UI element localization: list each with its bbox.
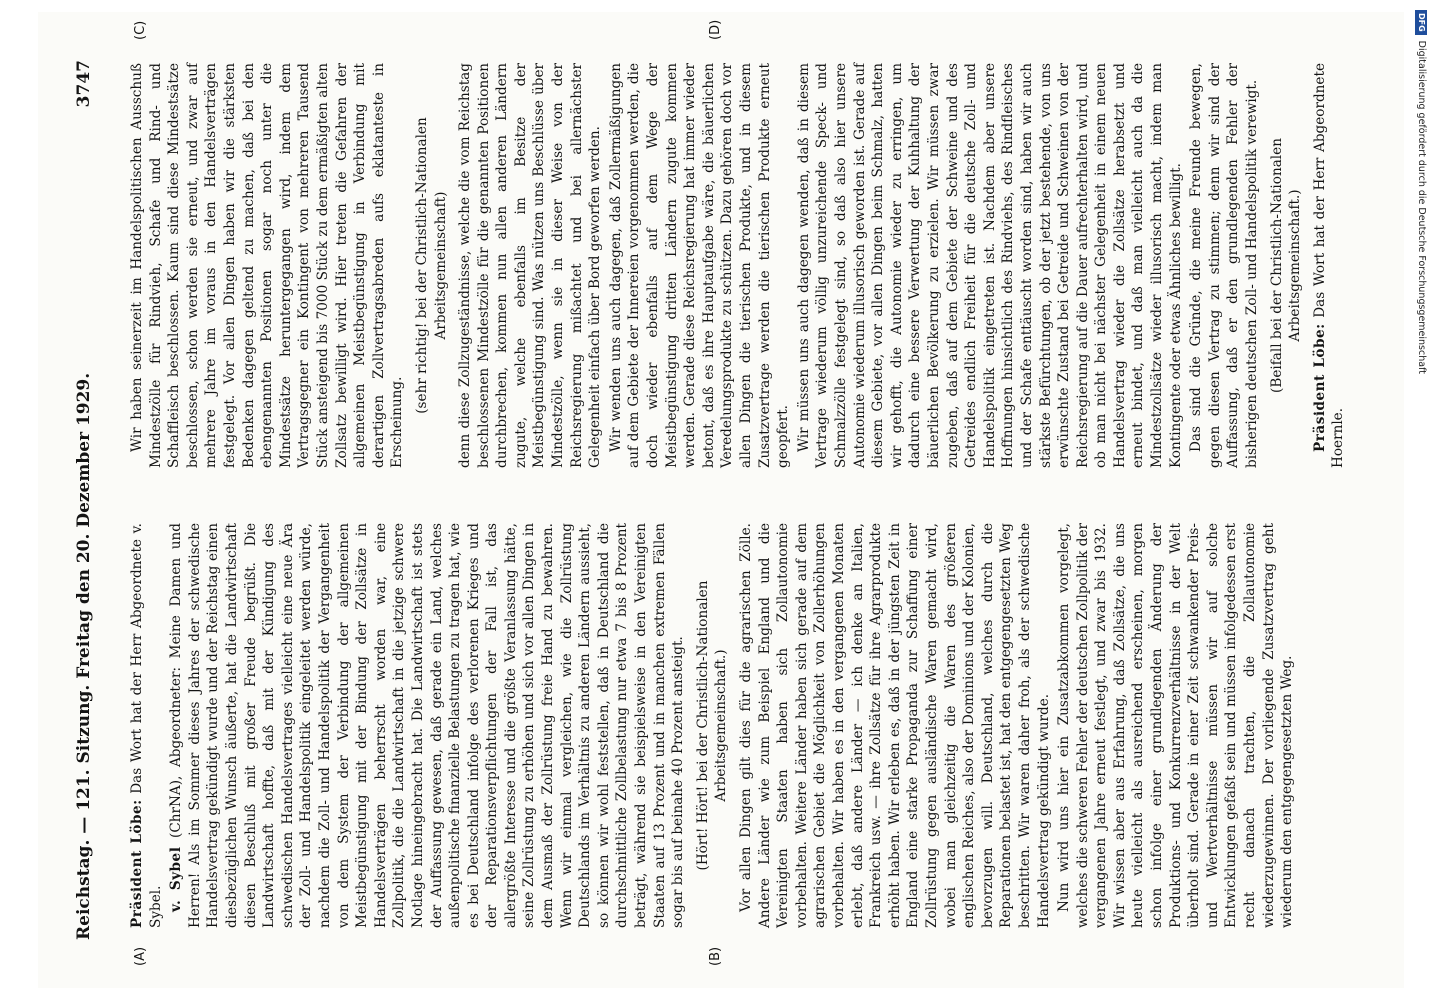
paragraph-text: Wir müssen uns auch dagegen wenden, daß in diesem Vertrage wiederum völlig unzureichende Speck- und Schmalzzölle festgelegt sind, so daß also hier unsere Autonomie wiederum illusorisch geworden ist. Gerade auf diesem Gebiete, vor allen Dingen beim Schmalz, hatten wir gehofft, die Autonomie wieder zu erringen, um dadurch eine bessere Verwertung der Kuhhaltung der bäuerlichen Bevölkerung zu erzielen. Wir müssen zwar zugeben, daß auf dem Gebiete der Schweine und des Getreides endlich Freiheit für die deutsche Zoll- und Handelspolitik eingetreten ist. Nachdem aber unsere Hoffnungen hinsichtlich des Rindviehs, des Rindfleisches und der Schafe enttäuscht worden sind, haben wir auch stärkste Befürchtungen, ob der jetzt bestehende, von uns erwünschte Zustand bei Getreide und Schweinen von der Reichsregierung auf die Dauer aufrechterhalten wird, und ob man nicht bei nächster Gelegenheit in einem neuen Handelsvertrag wieder die Zollsätze herabsetzt und erneut bindet, und daß man vielleicht auch da die Mindestzollsätze wieder illusorisch macht, indem man Kontingente oder etwas Ähnliches bewilligt. <box>795 63 1184 468</box>
paragraph-text: Wir haben seinerzeit im Handelspolitischen Ausschuß Mindestzölle für Rindvieh, Schafe und Rind- und Schaffleisch beschlossen. Kaum sind diese Mindestsätze beschlossen, schon werden sie erneut, und zwar auf mehrere Jahre im voraus in den Handelsverträgen festgelegt. Vor allen Dingen haben wir die stärksten Bedenken dagegen geltend zu machen, daß bei den ebengenannten Positionen sogar noch unter die Mindestsätze heruntergegangen wird, indem dem Vertragsgegner ein Kontingent von mehreren Tausend Stück ansteigend bis 7000 Stück zu dem ermäßigten alten Zollsatz bewilligt wird. Hier treten die Gefahren der allgemeinen Meistbegünstigung in Verbindung mit derartigen Zollvertragsabreden aufs eklatanteste in Erscheinung. <box>129 63 406 468</box>
page-header <box>74 60 102 940</box>
paragraph-text: Nun wird uns hier ein Zusatzabkommen vorgelegt, welches die schweren Fehler der deutschen Zollpolitik der vergangenen Jahre erneut festlegt, und zwar bis 1932. Wir wissen aber aus Erfahrung, daß Zollsätze, die uns heute vielleicht als ausreichend erscheinen, morgen schon infolge einer grundlegenden Änderung der Produktions- und Konkurrenzverhältnisse in der Welt überholt sind. Gerade in einer Zeit schwankender Preis- und Wertverhältnisse müssen wir auf solche Entwicklungen gefaßt sein und müssen infolgedessen erst recht danach trachten, die Zollautonomie wiederzugewinnen. Der vorliegende Zusatzvertrag geht wiederum den entgegengesetzten Weg. <box>1056 522 1296 928</box>
speaker-name: v. Sybel <box>168 846 185 912</box>
speaker-name: Präsident Löbe: <box>129 799 145 928</box>
paragraph-text: Das Wort hat der Herr Abgeordnete Hoernle. <box>1311 63 1347 468</box>
page-content-rotated <box>38 12 1404 988</box>
paragraph <box>1311 63 1348 468</box>
paragraph <box>1268 63 1305 468</box>
header-title: Reichstag. — 121. Sitzung. Freitag den 20. Dezember 1929. <box>74 372 94 940</box>
paragraph-text: Wir wenden uns auch dagegen, daß Zollermäßigungen auf dem Gebiete der Innereien vorgenommen werden, die doch wieder ebenfalls auf dem Wege der Meistbegünstigung dritten Ländern zugute kommen werden. Gerade diese Reichsregierung hat immer wieder betont, daß es ihre Hauptaufgabe wäre, die bäuerlichen Veredelungsprodukte zu schützen. Dazu gehören doch vor allen Dingen die tierischen Produkte, und in diesem Zusatzvertrage werden die tierischen Produkte erneut geopfert. <box>607 63 792 468</box>
paragraph-text: (ChrNA), Abgeordneter: Meine Damen und Herren! Als im Sommer dieses Jahres der schwedische Handelsvertrag gekündigt wurde und der Reichstag einen diesbezüglichen Wunsch äußerte, hat die Landwirtschaft diesen Beschluß mit großer Freude begrüßt. Die Landwirtschaft hoffte, daß mit der Kündigung des schwedischen Handelsvertrages vielleicht eine neue Ära der Zoll- und Handelspolitik eingeleitet werden würde, nachdem die Zoll- und Handelspolitik der Vergangenheit von dem System der Verbindung der allgemeinen Meistbegünstigung mit der Bindung der Zollsätze in Handelsverträgen beherrscht worden war, eine Zollpolitik, die die Landwirtschaft in die jetzige schwere Notlage hineingebracht hat. Die Landwirtschaft ist stets der Auffassung gewesen, daß gerade ein Land, welches außenpolitische finanzielle Belastungen zu tragen hat, wie es bei Deutschland infolge des verlorenen Krieges und der Reparationsverpflichtungen der Fall ist, das allergrößte Interesse und die größte Veranlassung hätte, seine Zollrüstung zu erhöhen und sich vor allen Dingen in dem Ausmaß der Zollrüstung freie Hand zu bewahren. Wenn wir einmal vergleichen, wie die Zollrüstung Deutschlands im Verhältnis zu anderen Ländern aussieht, so können wir wohl feststellen, daß in Deutschland die durchschnittliche Zollbelastung nur etwa 7 bis 8 Prozent beträgt, während sie beispielsweise in den Vereinigten Staaten auf 13 Prozent und in manchen extremen Fällen sogar bis auf beinahe 40 Prozent ansteigt. <box>168 522 687 928</box>
dfg-logo: DFG <box>1415 10 1427 35</box>
scanned-page <box>38 12 1404 988</box>
paragraph <box>128 63 407 468</box>
paragraph <box>607 63 793 468</box>
dfg-sidebar <box>1410 10 1432 990</box>
speaker-name: Präsident Löbe: <box>1311 323 1328 452</box>
paragraph <box>1055 523 1297 928</box>
paragraph <box>167 523 688 928</box>
paragraph-text: (Beifall bei der Christlich-Nationalen Arbeitsgemeinschaft.) <box>1268 138 1304 393</box>
paragraph-text: Vor allen Dingen gilt dies für die agrarischen Zölle. Andere Länder wie zum Beispiel England und die Vereinigten Staaten haben sich Zollautonomie vorbehalten. Weitere Länder haben sich gerade auf dem agrarischen Gebiet die Möglichkeit von Zollerhöhungen vorbehalten. Wir haben es in den vergangenen Monaten erlebt, daß andere Länder — ich denke an Italien, Frankreich usw. — ihre Zollsätze für ihre Agrarprodukte erhöht haben. Wir erleben es, daß in der jüngsten Zeit in England eine starke Propaganda zur Schaffung einer Zollrüstung gegen ausländische Waren gemacht wird, wobei man gleichzeitig die Waren des größeren englischen Reiches, also der Dominions und der Kolonien, bevorzugen will. Deutschland, welches durch die Reparationen belastet ist, hat den entgegengesetzten Weg beschritten. Wir waren daher froh, als der schwedische Handelsvertrag gekündigt wurde. <box>738 523 1052 928</box>
left-text-column <box>128 523 1308 928</box>
paragraph-text: Das Wort hat der Herr Abgeordnete v. Sybel. <box>129 523 164 928</box>
margin-marker-c: (C) <box>133 20 148 40</box>
paragraph-text: Das sind die Gründe, die meine Freunde bewegen, gegen diesen Vertrag zu stimmen; denn wir sind der Auffassung, daß er den grundlegenden Fehler der bisherigen deutschen Zoll- und Handelspolitik verewigt. <box>1188 63 1261 468</box>
right-text-column <box>128 63 1347 468</box>
paragraph-text: (Hört! Hört! bei der Christlich-Nationalen Arbeitsgemeinschaft.) <box>694 580 730 871</box>
paragraph <box>795 63 1185 468</box>
paragraph <box>1187 63 1261 468</box>
paragraph <box>694 523 731 928</box>
paragraph <box>128 523 165 928</box>
paragraph-text: denn diese Zollzugeständnisse, welche die vom Reichstag beschlossenen Mindestzölle für die genannten Positionen durchbrechen, kommen nun allen anderen Ländern zugute, welche ebenfalls im Besitze der Meistbegünstigung sind. Was nützen uns Beschlüsse über Mindestzölle, wenn sie in dieser Weise von der Reichsregierung mißachtet und bei allernächster Gelegenheit einfach über Bord geworfen werden. <box>457 63 604 468</box>
page-number: 3747 <box>74 60 94 108</box>
margin-marker-a: (A) <box>133 946 148 966</box>
margin-marker-b: (B) <box>708 946 723 966</box>
paragraph-text: (sehr richtig! bei der Christlich-Nationalen Arbeitsgemeinschaft) <box>413 117 449 414</box>
paragraph <box>737 523 1053 928</box>
paragraph <box>413 63 450 468</box>
paragraph <box>456 63 605 468</box>
margin-marker-d: (D) <box>708 19 723 40</box>
dfg-credit-text: Digitalisierung gefördert durch die Deutsche Forschungsgemeinschaft <box>1416 40 1427 374</box>
